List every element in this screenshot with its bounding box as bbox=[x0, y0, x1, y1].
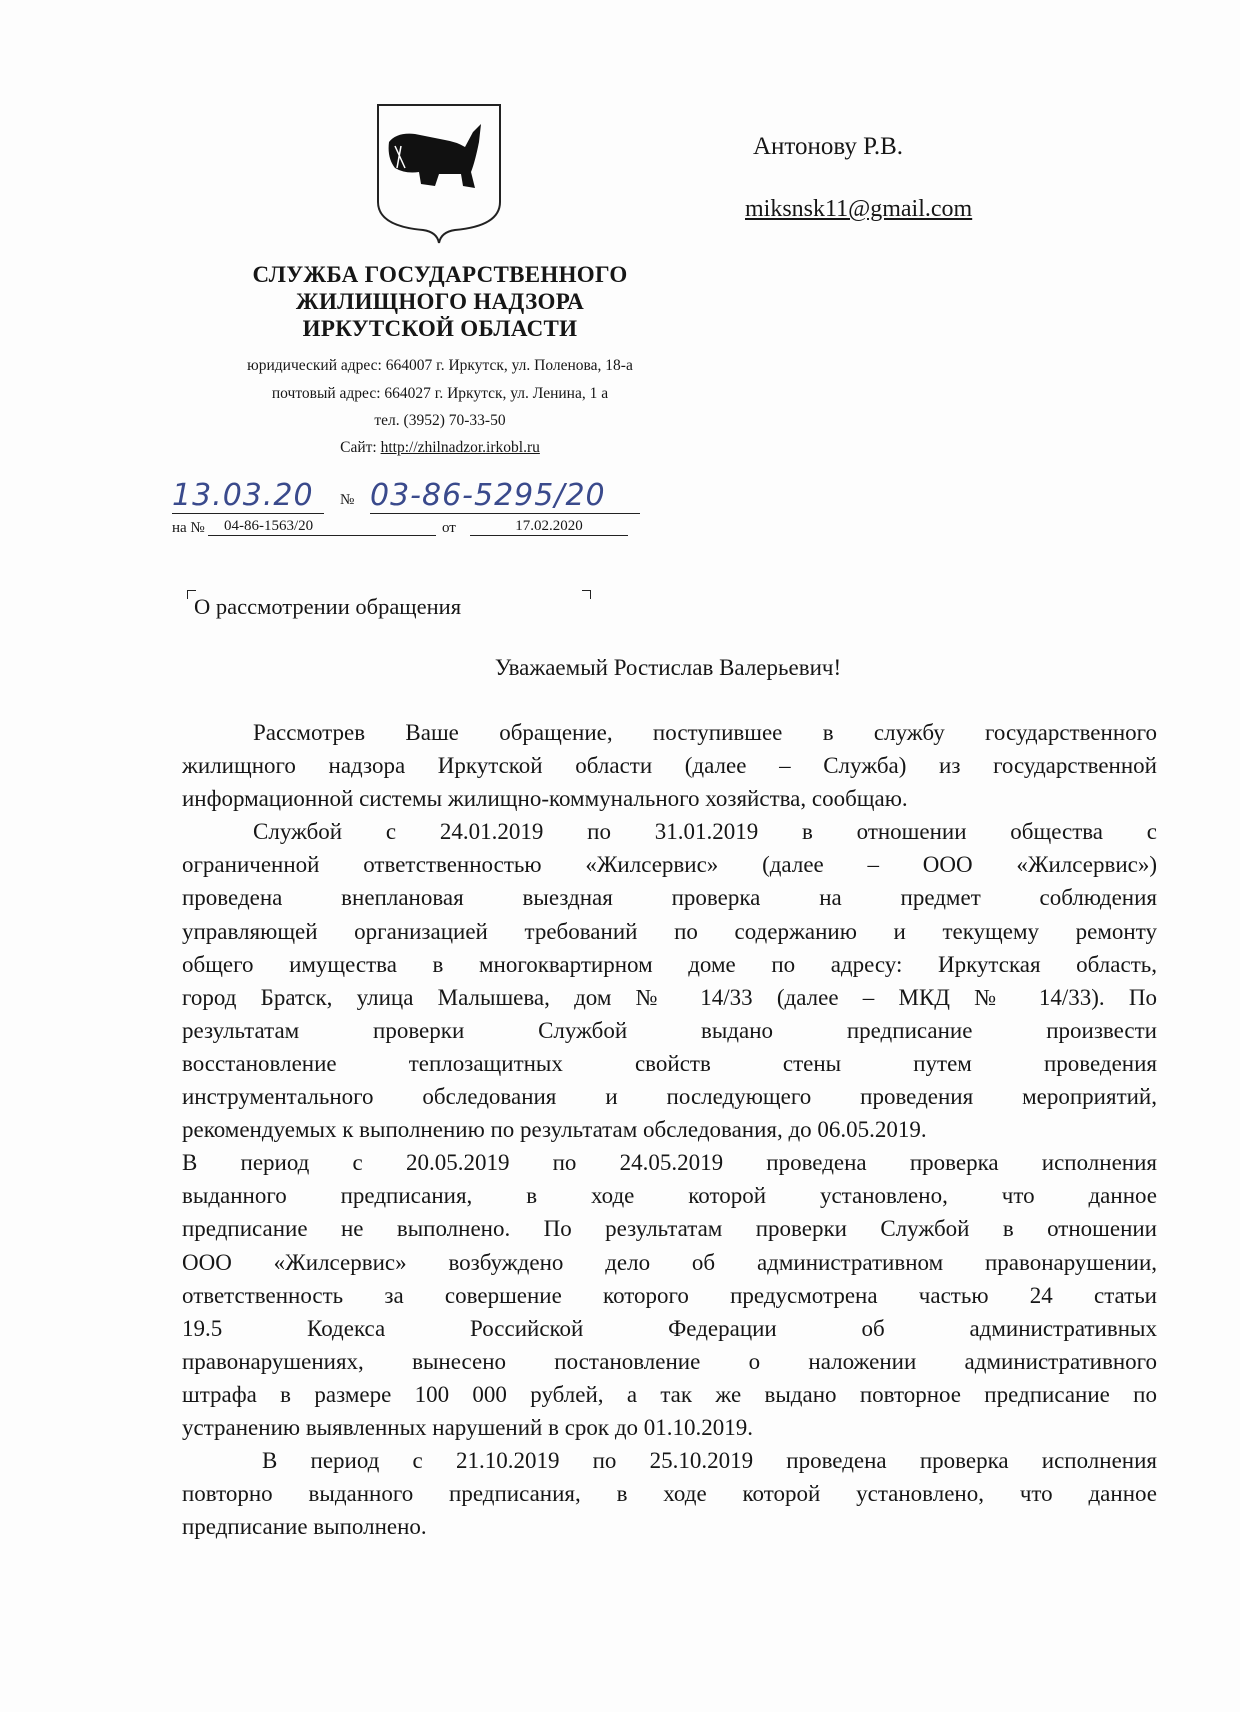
postal-address: почтовый адрес: 664027 г. Иркутск, ул. Ленина, 1 а bbox=[271, 385, 609, 402]
phone: тел. (3952) 70-33-50 bbox=[374, 412, 506, 429]
text-line: выданного предписания, в ходе которой установлено, что данное bbox=[182, 1183, 1157, 1209]
text-line: результатам проверки Службой выдано предписание произвести bbox=[182, 1017, 1157, 1043]
subject: О рассмотрении обращения bbox=[194, 594, 462, 619]
text-line: рекомендуемых к выполнению по результатам обследования, до 06.05.2019. bbox=[182, 1117, 927, 1143]
text-line: правонарушениях, вынесено постановление о наложении административного bbox=[182, 1348, 1157, 1374]
text-line: проведена внеплановая выездная проверка на предмет соблюдения bbox=[182, 885, 1157, 911]
text-line: 19.5 Кодекса Российской Федерации об административных bbox=[182, 1315, 1157, 1341]
website bbox=[160, 439, 720, 457]
reply-to-date: 17.02.2020 bbox=[470, 518, 628, 536]
reply-to-number: 04-86-1563/20 bbox=[208, 518, 436, 536]
org-title-line-3: ИРКУТСКОЙ ОБЛАСТИ bbox=[302, 316, 578, 341]
text-line: ООО «Жилсервис» возбуждено дело об административном правонарушении, bbox=[182, 1249, 1157, 1275]
legal-address: юридический адрес: 664007 г. Иркутск, ул. Поленова, 18-а bbox=[247, 357, 633, 374]
text-line: информационной системы жилищно-коммунального хозяйства, сообщаю. bbox=[182, 786, 908, 812]
text-line: Рассмотрев Ваше обращение, поступившее в службу государственного bbox=[253, 720, 1157, 745]
coat-of-arms-icon bbox=[375, 102, 503, 244]
site-label: Сайт: bbox=[340, 439, 377, 456]
text-line: инструментального обследования и последующего проведения мероприятий, bbox=[182, 1084, 1157, 1110]
reply-to-label: на № bbox=[172, 520, 205, 536]
org-title-line-1: СЛУЖБА ГОСУДАРСТВЕННОГО bbox=[252, 262, 628, 287]
text-line: В период с 21.10.2019 по 25.10.2019 проведена проверка исполнения bbox=[262, 1448, 1157, 1474]
site-link[interactable]: http://zhilnadzor.irkobl.ru bbox=[380, 439, 540, 456]
addressee-name: Антонову Р.В. bbox=[753, 133, 904, 160]
text-line: ответственность за совершение которого предусмотрена частью 24 статьи bbox=[182, 1282, 1157, 1308]
text-line: предписание не выполнено. По результатам проверки Службой в отношении bbox=[182, 1216, 1157, 1242]
text-line: ограниченной ответственностью «Жилсервис» (далее – ООО «Жилсервис») bbox=[182, 852, 1157, 878]
paragraph bbox=[182, 716, 1157, 815]
letter-body bbox=[182, 716, 1157, 1543]
handwritten-number: 03-86-5295/20 bbox=[370, 478, 640, 514]
text-line: В период с 20.05.2019 по 24.05.2019 проведена проверка исполнения bbox=[182, 1150, 1157, 1176]
text-line: общего имущества в многоквартирном доме по адресу: Иркутская область, bbox=[182, 951, 1157, 977]
paragraph bbox=[182, 1444, 1157, 1543]
org-title-line-2: ЖИЛИЩНОГО НАДЗОРА bbox=[295, 289, 585, 314]
handwritten-date: 13.03.20 bbox=[172, 478, 324, 514]
text-line: повторно выданного предписания, в ходе которой установлено, что данное bbox=[182, 1481, 1157, 1507]
subject-corner-right bbox=[582, 590, 591, 599]
text-line: жилищного надзора Иркутской области (далее – Служба) из государственной bbox=[182, 753, 1157, 779]
paragraph bbox=[182, 1146, 1157, 1444]
greeting: Уважаемый Ростислав Валерьевич! bbox=[494, 655, 842, 680]
text-line: устранению выявленных нарушений в срок до 01.10.2019. bbox=[182, 1414, 754, 1440]
text-line: управляющей организацией требований по содержанию и текущему ремонту bbox=[182, 918, 1157, 944]
text-line: Службой с 24.01.2019 по 31.01.2019 в отношении общества с bbox=[253, 819, 1157, 845]
paragraph bbox=[182, 815, 1157, 1146]
number-sign: № bbox=[340, 492, 355, 508]
text-line: штрафа в размере 100 000 рублей, а так же выдано повторное предписание по bbox=[182, 1381, 1157, 1407]
text-line: предписание выполнено. bbox=[182, 1514, 427, 1540]
text-line: восстановление теплозащитных свойств стены путем проведения bbox=[182, 1050, 1157, 1076]
addressee-email[interactable]: miksnsk11@gmail.com bbox=[745, 196, 973, 222]
text-line: город Братск, улица Малышева, дом № 14/33 (далее – МКД № 14/33). По bbox=[182, 984, 1157, 1010]
from-label: от bbox=[442, 520, 456, 536]
